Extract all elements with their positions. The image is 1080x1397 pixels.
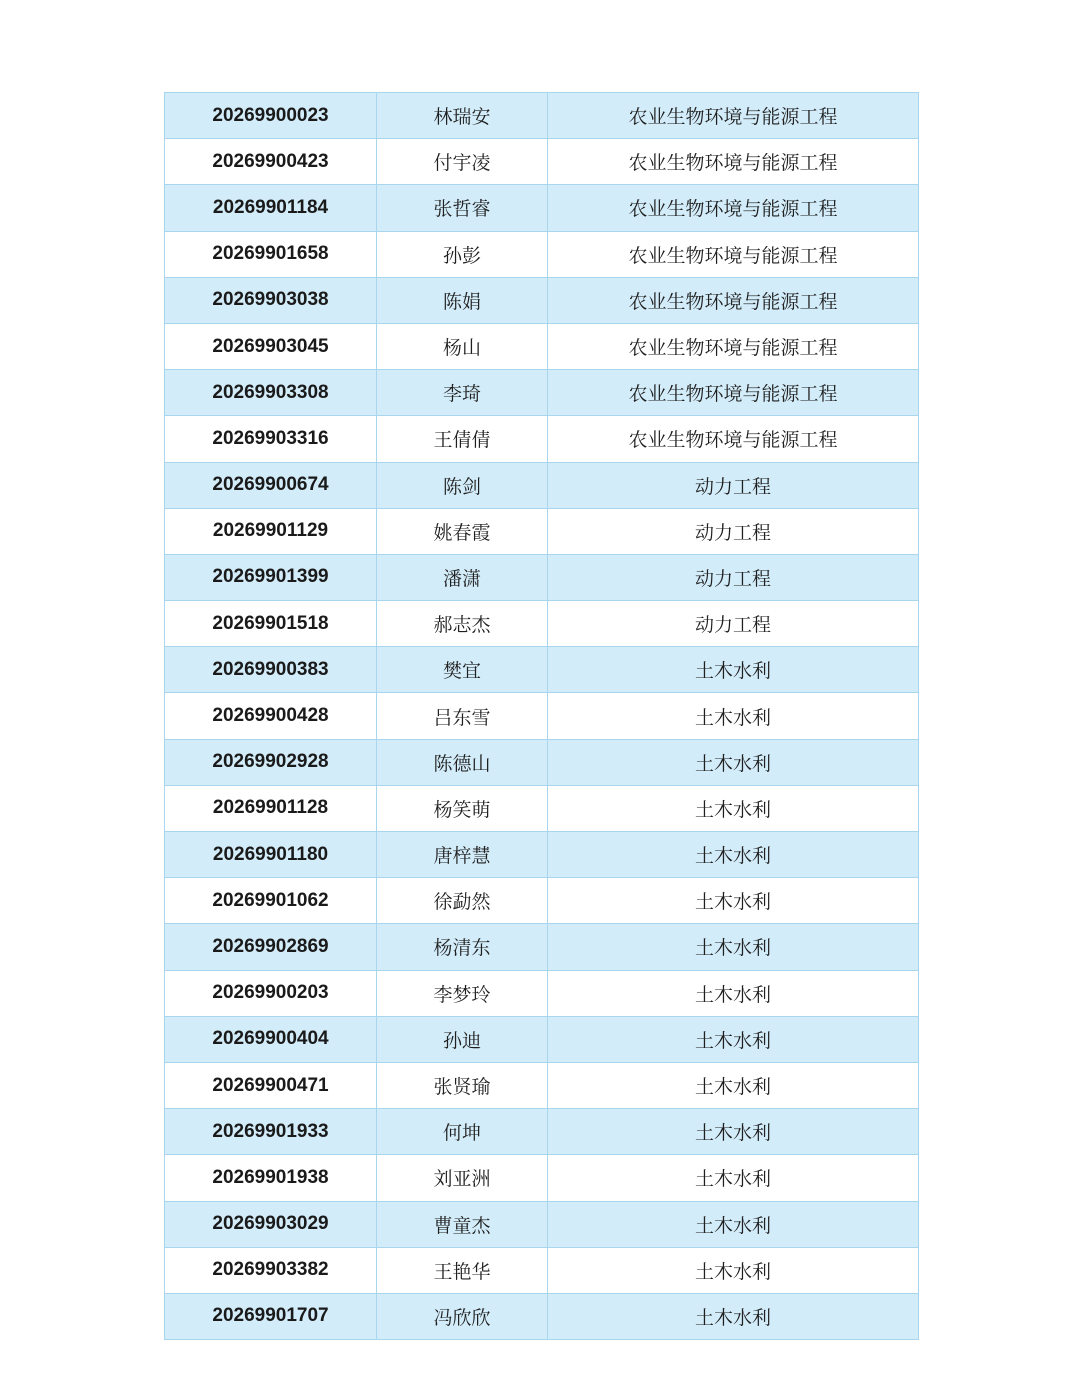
- major-cell: 动力工程: [548, 554, 919, 600]
- student-id-cell: 20269902869: [165, 924, 377, 970]
- table-row: [165, 970, 919, 1016]
- major-cell: 农业生物环境与能源工程: [548, 93, 919, 139]
- student-id-cell: 20269903382: [165, 1247, 377, 1293]
- student-id-cell: 20269901062: [165, 878, 377, 924]
- student-name-cell: 刘亚洲: [377, 1155, 548, 1201]
- major-cell: 农业生物环境与能源工程: [548, 185, 919, 231]
- major-cell: 动力工程: [548, 601, 919, 647]
- student-id-cell: 20269901399: [165, 554, 377, 600]
- table-row: [165, 739, 919, 785]
- student-name-cell: 吕东雪: [377, 693, 548, 739]
- student-id-cell: 20269900203: [165, 970, 377, 1016]
- major-cell: 土木水利: [548, 1062, 919, 1108]
- table-row: [165, 832, 919, 878]
- table-row: [165, 277, 919, 323]
- student-list-table-container: [164, 92, 918, 1340]
- student-name-cell: 陈剑: [377, 462, 548, 508]
- table-row: [165, 93, 919, 139]
- major-cell: 土木水利: [548, 924, 919, 970]
- student-id-cell: 20269901658: [165, 231, 377, 277]
- student-id-cell: 20269900023: [165, 93, 377, 139]
- student-name-cell: 张哲睿: [377, 185, 548, 231]
- major-cell: 动力工程: [548, 462, 919, 508]
- table-row: [165, 785, 919, 831]
- student-id-cell: 20269901518: [165, 601, 377, 647]
- table-row: [165, 1247, 919, 1293]
- table-row: [165, 508, 919, 554]
- student-name-cell: 潘潇: [377, 554, 548, 600]
- table-row: [165, 323, 919, 369]
- major-cell: 农业生物环境与能源工程: [548, 323, 919, 369]
- student-id-cell: 20269903316: [165, 416, 377, 462]
- student-name-cell: 杨山: [377, 323, 548, 369]
- student-name-cell: 姚春霞: [377, 508, 548, 554]
- student-name-cell: 曹童杰: [377, 1201, 548, 1247]
- major-cell: 土木水利: [548, 739, 919, 785]
- student-name-cell: 张贤瑜: [377, 1062, 548, 1108]
- major-cell: 土木水利: [548, 693, 919, 739]
- major-cell: 土木水利: [548, 1201, 919, 1247]
- table-row: [165, 370, 919, 416]
- major-cell: 动力工程: [548, 508, 919, 554]
- student-name-cell: 林瑞安: [377, 93, 548, 139]
- student-id-cell: 20269902928: [165, 739, 377, 785]
- table-row: [165, 878, 919, 924]
- major-cell: 农业生物环境与能源工程: [548, 277, 919, 323]
- major-cell: 土木水利: [548, 1293, 919, 1339]
- major-cell: 农业生物环境与能源工程: [548, 139, 919, 185]
- major-cell: 土木水利: [548, 785, 919, 831]
- table-row: [165, 647, 919, 693]
- student-name-cell: 付宇凌: [377, 139, 548, 185]
- table-row: [165, 1109, 919, 1155]
- student-name-cell: 何坤: [377, 1109, 548, 1155]
- table-row: [165, 554, 919, 600]
- table-row: [165, 1201, 919, 1247]
- table-row: [165, 462, 919, 508]
- table-row: [165, 693, 919, 739]
- student-name-cell: 冯欣欣: [377, 1293, 548, 1339]
- student-id-cell: 20269903308: [165, 370, 377, 416]
- major-cell: 土木水利: [548, 1109, 919, 1155]
- student-name-cell: 陈德山: [377, 739, 548, 785]
- table-row: [165, 1062, 919, 1108]
- major-cell: 农业生物环境与能源工程: [548, 231, 919, 277]
- table-row: [165, 139, 919, 185]
- table-row: [165, 924, 919, 970]
- major-cell: 土木水利: [548, 1016, 919, 1062]
- student-id-cell: 20269900471: [165, 1062, 377, 1108]
- student-id-cell: 20269901933: [165, 1109, 377, 1155]
- student-id-cell: 20269901707: [165, 1293, 377, 1339]
- student-name-cell: 孙迪: [377, 1016, 548, 1062]
- student-id-cell: 20269900404: [165, 1016, 377, 1062]
- major-cell: 农业生物环境与能源工程: [548, 416, 919, 462]
- table-row: [165, 1016, 919, 1062]
- student-name-cell: 徐勐然: [377, 878, 548, 924]
- major-cell: 土木水利: [548, 878, 919, 924]
- student-id-cell: 20269900383: [165, 647, 377, 693]
- student-id-cell: 20269903029: [165, 1201, 377, 1247]
- student-id-cell: 20269900428: [165, 693, 377, 739]
- student-name-cell: 王艳华: [377, 1247, 548, 1293]
- table-row: [165, 1293, 919, 1339]
- student-name-cell: 杨笑萌: [377, 785, 548, 831]
- student-id-cell: 20269901184: [165, 185, 377, 231]
- student-name-cell: 陈娟: [377, 277, 548, 323]
- student-name-cell: 李梦玲: [377, 970, 548, 1016]
- student-id-cell: 20269901128: [165, 785, 377, 831]
- table-row: [165, 601, 919, 647]
- student-id-cell: 20269903045: [165, 323, 377, 369]
- student-list-table: [164, 92, 919, 1340]
- student-id-cell: 20269901129: [165, 508, 377, 554]
- major-cell: 土木水利: [548, 647, 919, 693]
- student-id-cell: 20269901938: [165, 1155, 377, 1201]
- student-id-cell: 20269903038: [165, 277, 377, 323]
- table-row: [165, 231, 919, 277]
- major-cell: 土木水利: [548, 1247, 919, 1293]
- student-name-cell: 李琦: [377, 370, 548, 416]
- student-name-cell: 唐梓慧: [377, 832, 548, 878]
- student-id-cell: 20269900423: [165, 139, 377, 185]
- student-id-cell: 20269900674: [165, 462, 377, 508]
- table-row: [165, 416, 919, 462]
- student-id-cell: 20269901180: [165, 832, 377, 878]
- major-cell: 土木水利: [548, 970, 919, 1016]
- major-cell: 土木水利: [548, 832, 919, 878]
- student-name-cell: 杨清东: [377, 924, 548, 970]
- table-row: [165, 1155, 919, 1201]
- student-name-cell: 孙彭: [377, 231, 548, 277]
- table-row: [165, 185, 919, 231]
- table-body: [165, 93, 919, 1340]
- student-name-cell: 樊宜: [377, 647, 548, 693]
- major-cell: 土木水利: [548, 1155, 919, 1201]
- student-name-cell: 郝志杰: [377, 601, 548, 647]
- major-cell: 农业生物环境与能源工程: [548, 370, 919, 416]
- student-name-cell: 王倩倩: [377, 416, 548, 462]
